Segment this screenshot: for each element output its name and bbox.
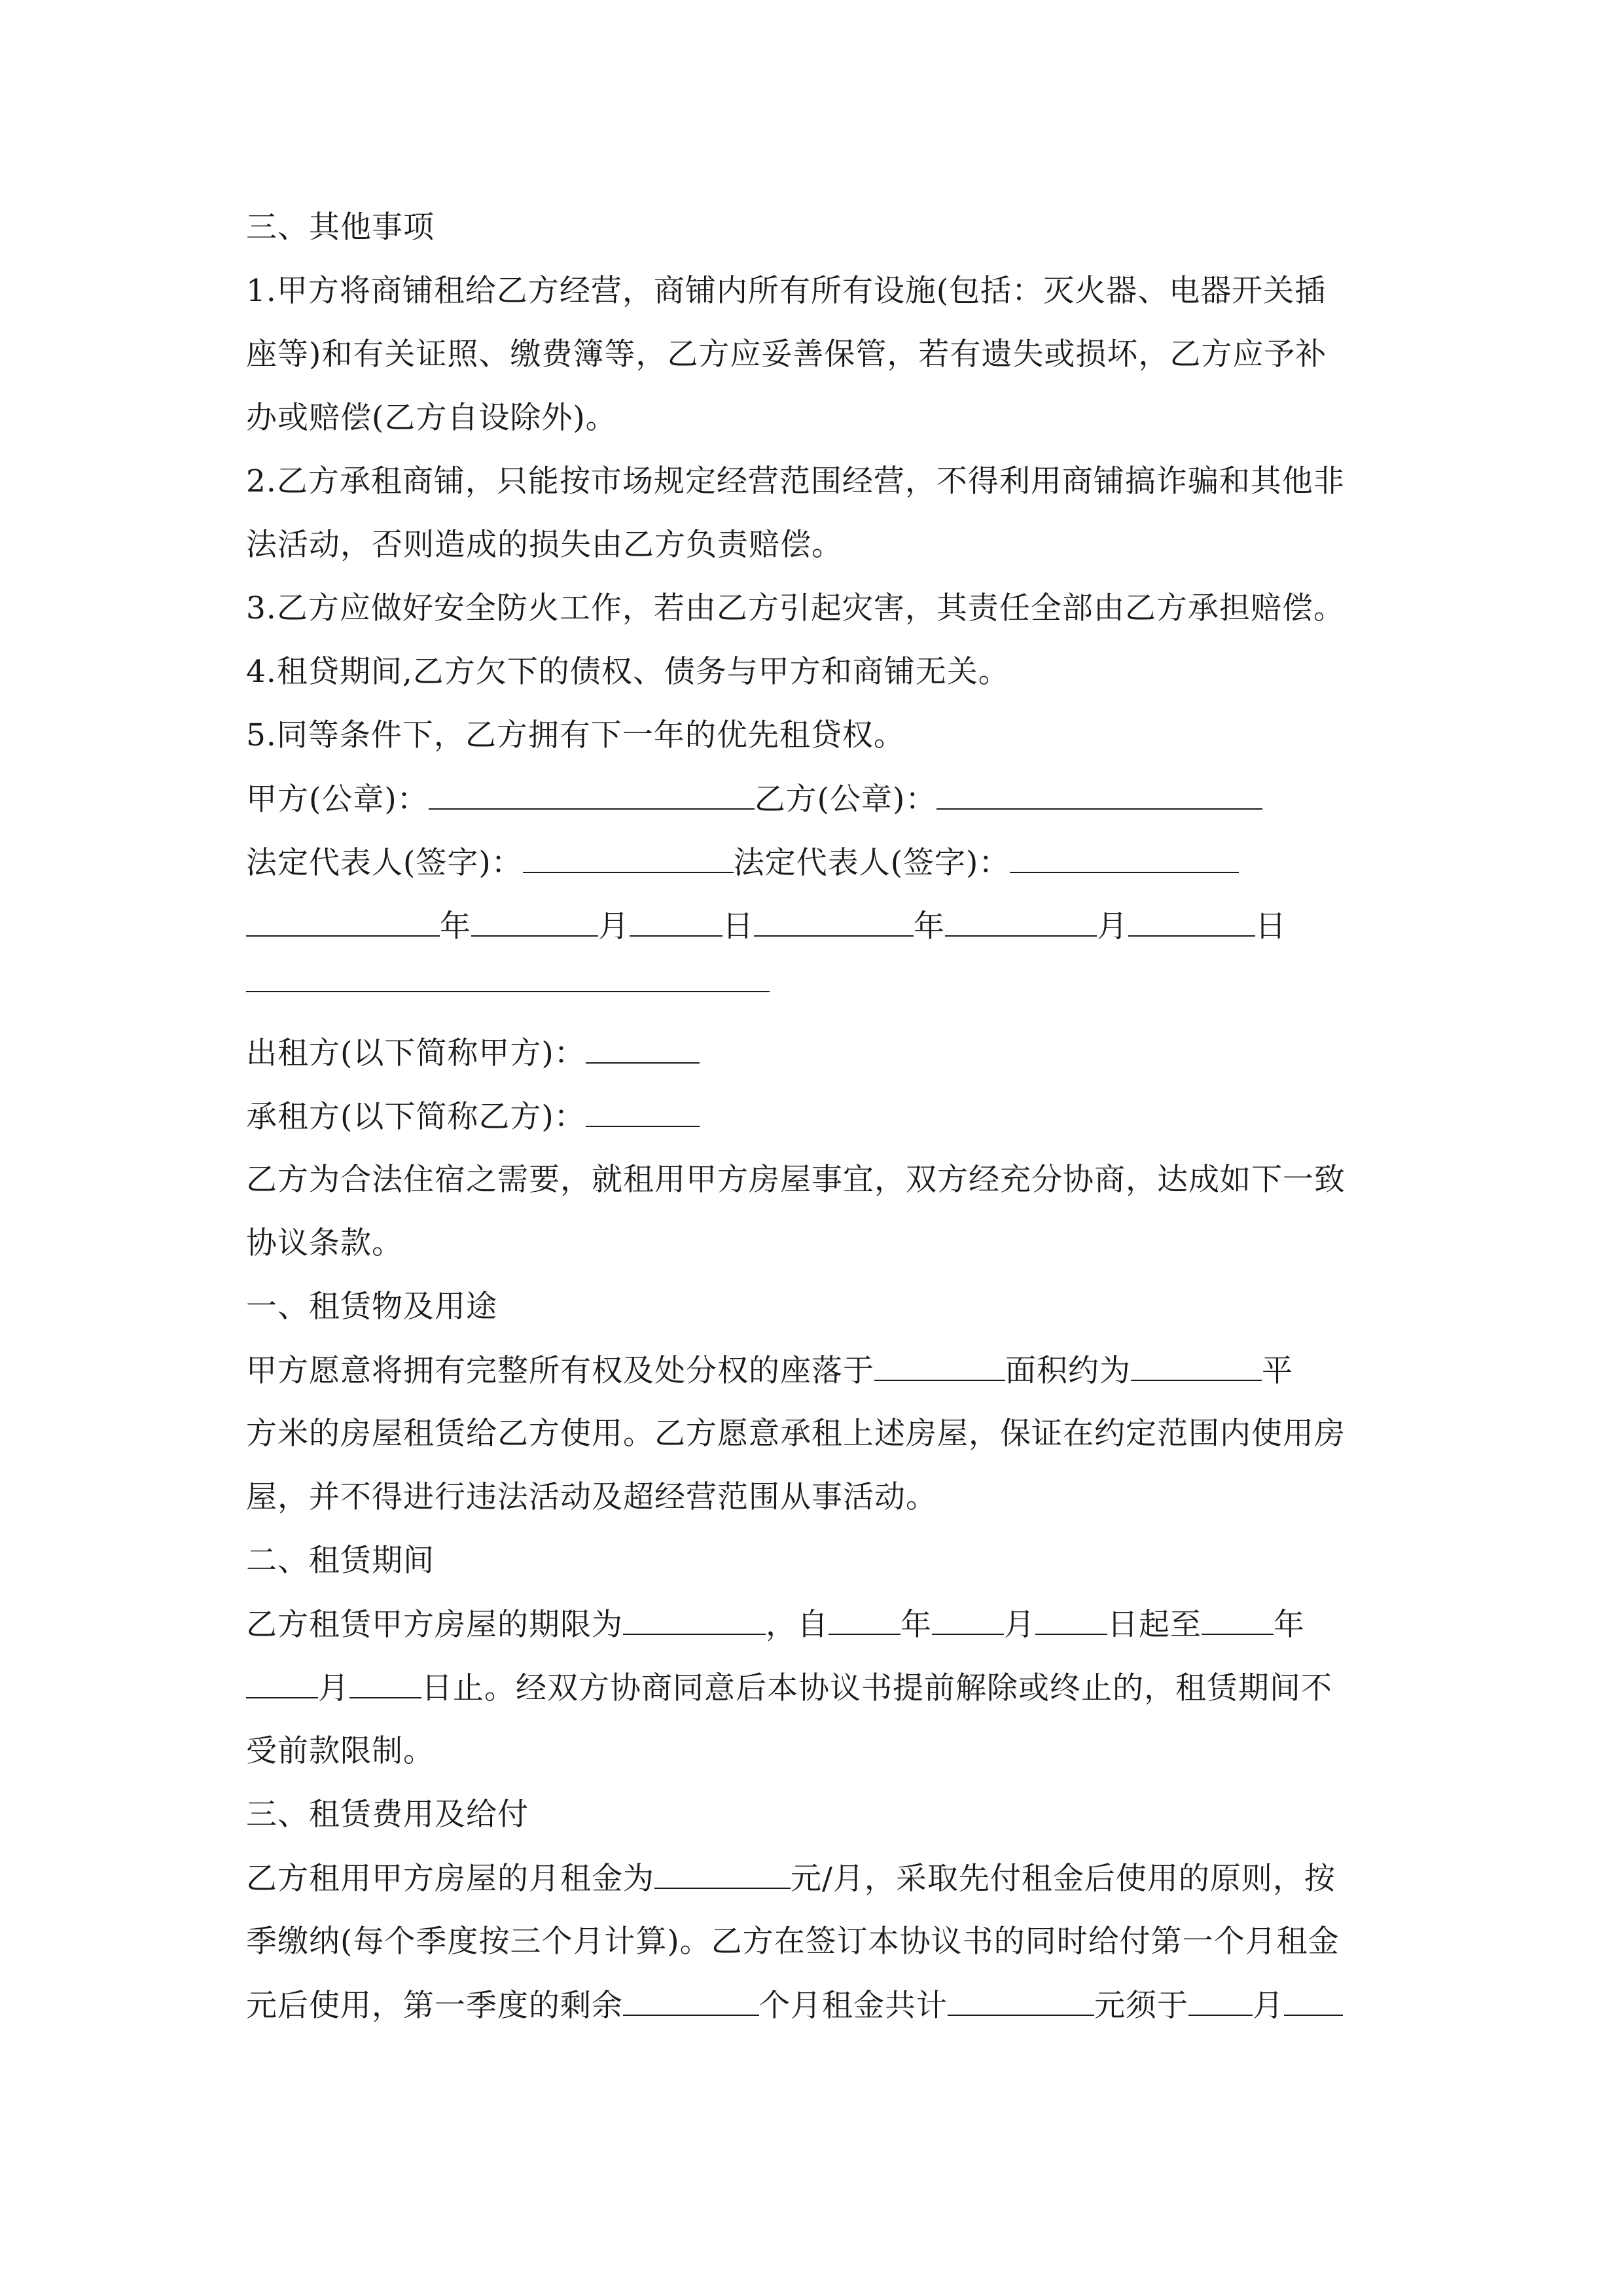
from-label: ，自 [766,1607,829,1643]
clause-4: 4.租贷期间,乙方欠下的债权、债务与甲方和商铺无关。 [246,654,1010,690]
lessor-line [246,1033,700,1073]
date-line [246,906,1287,946]
due-day-blank[interactable] [1284,1986,1343,2016]
lease-object-line-3: 屋，并不得进行违法活动及超经营范围从事活动。 [246,1479,937,1515]
end-day-blank[interactable] [349,1668,421,1698]
total-label: 个月租金共计 [759,1988,948,2024]
monthly-rent-label: 乙方租用甲方房屋的月租金为 [246,1861,654,1897]
year-a-label: 年 [440,908,471,944]
year-b-blank[interactable] [754,906,914,937]
section-heading-lease-object: 一、租赁物及用途 [246,1289,497,1325]
end-month-label: 月 [318,1670,349,1706]
end-day-text: 日止。经双方协商同意后本协议书提前解除或终止的，租赁期间不 [421,1670,1332,1706]
clause-1-line-2: 座等)和有关证照、缴费簿等，乙方应妥善保管，若有遗失或损坏，乙方应予补 [246,336,1327,372]
location-blank[interactable] [874,1351,1005,1381]
lessee-label: 承租方(以下简称乙方)： [246,1099,586,1135]
rep-b-label: 法定代表人(签字)： [733,845,1010,881]
lease-period-line-3: 受前款限制。 [246,1733,435,1769]
party-b-seal-label: 乙方(公章)： [754,781,937,817]
party-b-seal-blank[interactable] [936,780,1262,810]
end-month-blank[interactable] [246,1668,318,1698]
rep-b-blank[interactable] [1010,843,1239,873]
section-heading-lease-period: 二、租赁期间 [246,1543,435,1579]
rep-a-blank[interactable] [523,843,734,873]
rent-principle-text: 元/月，采取先付租金后使用的原则，按 [791,1861,1336,1897]
rent-payment-line-2: 季缴纳(每个季度按三个月计算)。乙方在签订本协议书的同时给付第一个月租金 [246,1924,1340,1960]
lease-period-line-2 [246,1668,1332,1708]
year-b-label: 年 [914,908,945,944]
year-a-blank[interactable] [246,906,440,937]
due-month-label: 月 [1253,1988,1284,2024]
due-month-blank[interactable] [1188,1986,1253,2016]
start-day-to-label: 日起至 [1107,1607,1202,1643]
rent-payment-line-1 [246,1859,1336,1899]
monthly-rent-blank[interactable] [654,1859,791,1889]
intro-line-2: 协议条款。 [246,1225,403,1261]
month-b-label: 月 [1097,908,1128,944]
start-year-label: 年 [901,1607,932,1643]
month-a-label: 月 [598,908,630,944]
end-year-blank[interactable] [1202,1605,1274,1635]
clause-2-line-1: 2.乙方承租商铺，只能按市场规定经营范围经营，不得利用商铺搞诈骗和其他非 [246,463,1345,499]
lease-object-line-1 [246,1351,1293,1391]
clause-3: 3.乙方应做好安全防火工作，若由乙方引起灾害，其责任全部由乙方承担赔偿。 [246,590,1345,626]
term-blank[interactable] [623,1605,766,1635]
rent-payment-line-3 [246,1986,1343,2026]
due-label: 元须于 [1094,1988,1188,2024]
remaining-label: 元后使用，第一季度的剩余 [246,1988,623,2024]
lessor-blank[interactable] [586,1033,700,1064]
day-b-label: 日 [1255,908,1287,944]
separator-rule [246,991,770,992]
section-heading-other-matters: 三、其他事项 [246,209,435,245]
start-year-blank[interactable] [829,1605,901,1635]
intro-line-1: 乙方为合法住宿之需要，就租用甲方房屋事宜，双方经充分协商，达成如下一致 [246,1162,1346,1198]
representative-line [246,843,1239,883]
area-unit-label: 平 [1262,1353,1293,1389]
section-heading-rent-payment: 三、租赁费用及给付 [246,1797,529,1833]
day-a-blank[interactable] [630,906,722,937]
rep-a-label: 法定代表人(签字)： [246,845,523,881]
lease-period-line-1 [246,1605,1305,1645]
clause-2-line-2: 法活动，否则造成的损失由乙方负责赔偿。 [246,527,843,563]
start-day-blank[interactable] [1035,1605,1107,1635]
day-b-blank[interactable] [1128,906,1255,937]
lease-object-line-2: 方米的房屋租赁给乙方使用。乙方愿意承租上述房屋，保证在约定范围内使用房 [246,1416,1346,1452]
party-a-seal-label: 甲方(公章)： [246,781,429,817]
clause-1-line-3: 办或赔偿(乙方自设除外)。 [246,400,617,436]
start-month-label: 月 [1004,1607,1035,1643]
clause-1-line-1: 1.甲方将商铺租给乙方经营，商铺内所有所有设施(包括：灭火器、电器开关插 [246,273,1327,309]
party-a-seal-blank[interactable] [429,780,755,810]
end-year-label: 年 [1274,1607,1305,1643]
seal-line [246,780,1262,819]
remaining-months-blank[interactable] [623,1986,759,2016]
lessor-label: 出租方(以下简称甲方)： [246,1035,586,1071]
start-month-blank[interactable] [932,1605,1004,1635]
area-blank[interactable] [1131,1351,1262,1381]
month-a-blank[interactable] [471,906,598,937]
lessee-blank[interactable] [586,1097,700,1127]
lessee-line [246,1097,700,1137]
total-amount-blank[interactable] [948,1986,1094,2016]
term-label: 乙方租赁甲方房屋的期限为 [246,1607,623,1643]
location-label: 甲方愿意将拥有完整所有权及处分权的座落于 [246,1353,874,1389]
clause-5: 5.同等条件下，乙方拥有下一年的优先租贷权。 [246,717,905,753]
month-b-blank[interactable] [945,906,1097,937]
area-label: 面积约为 [1005,1353,1131,1389]
day-a-label: 日 [722,908,754,944]
